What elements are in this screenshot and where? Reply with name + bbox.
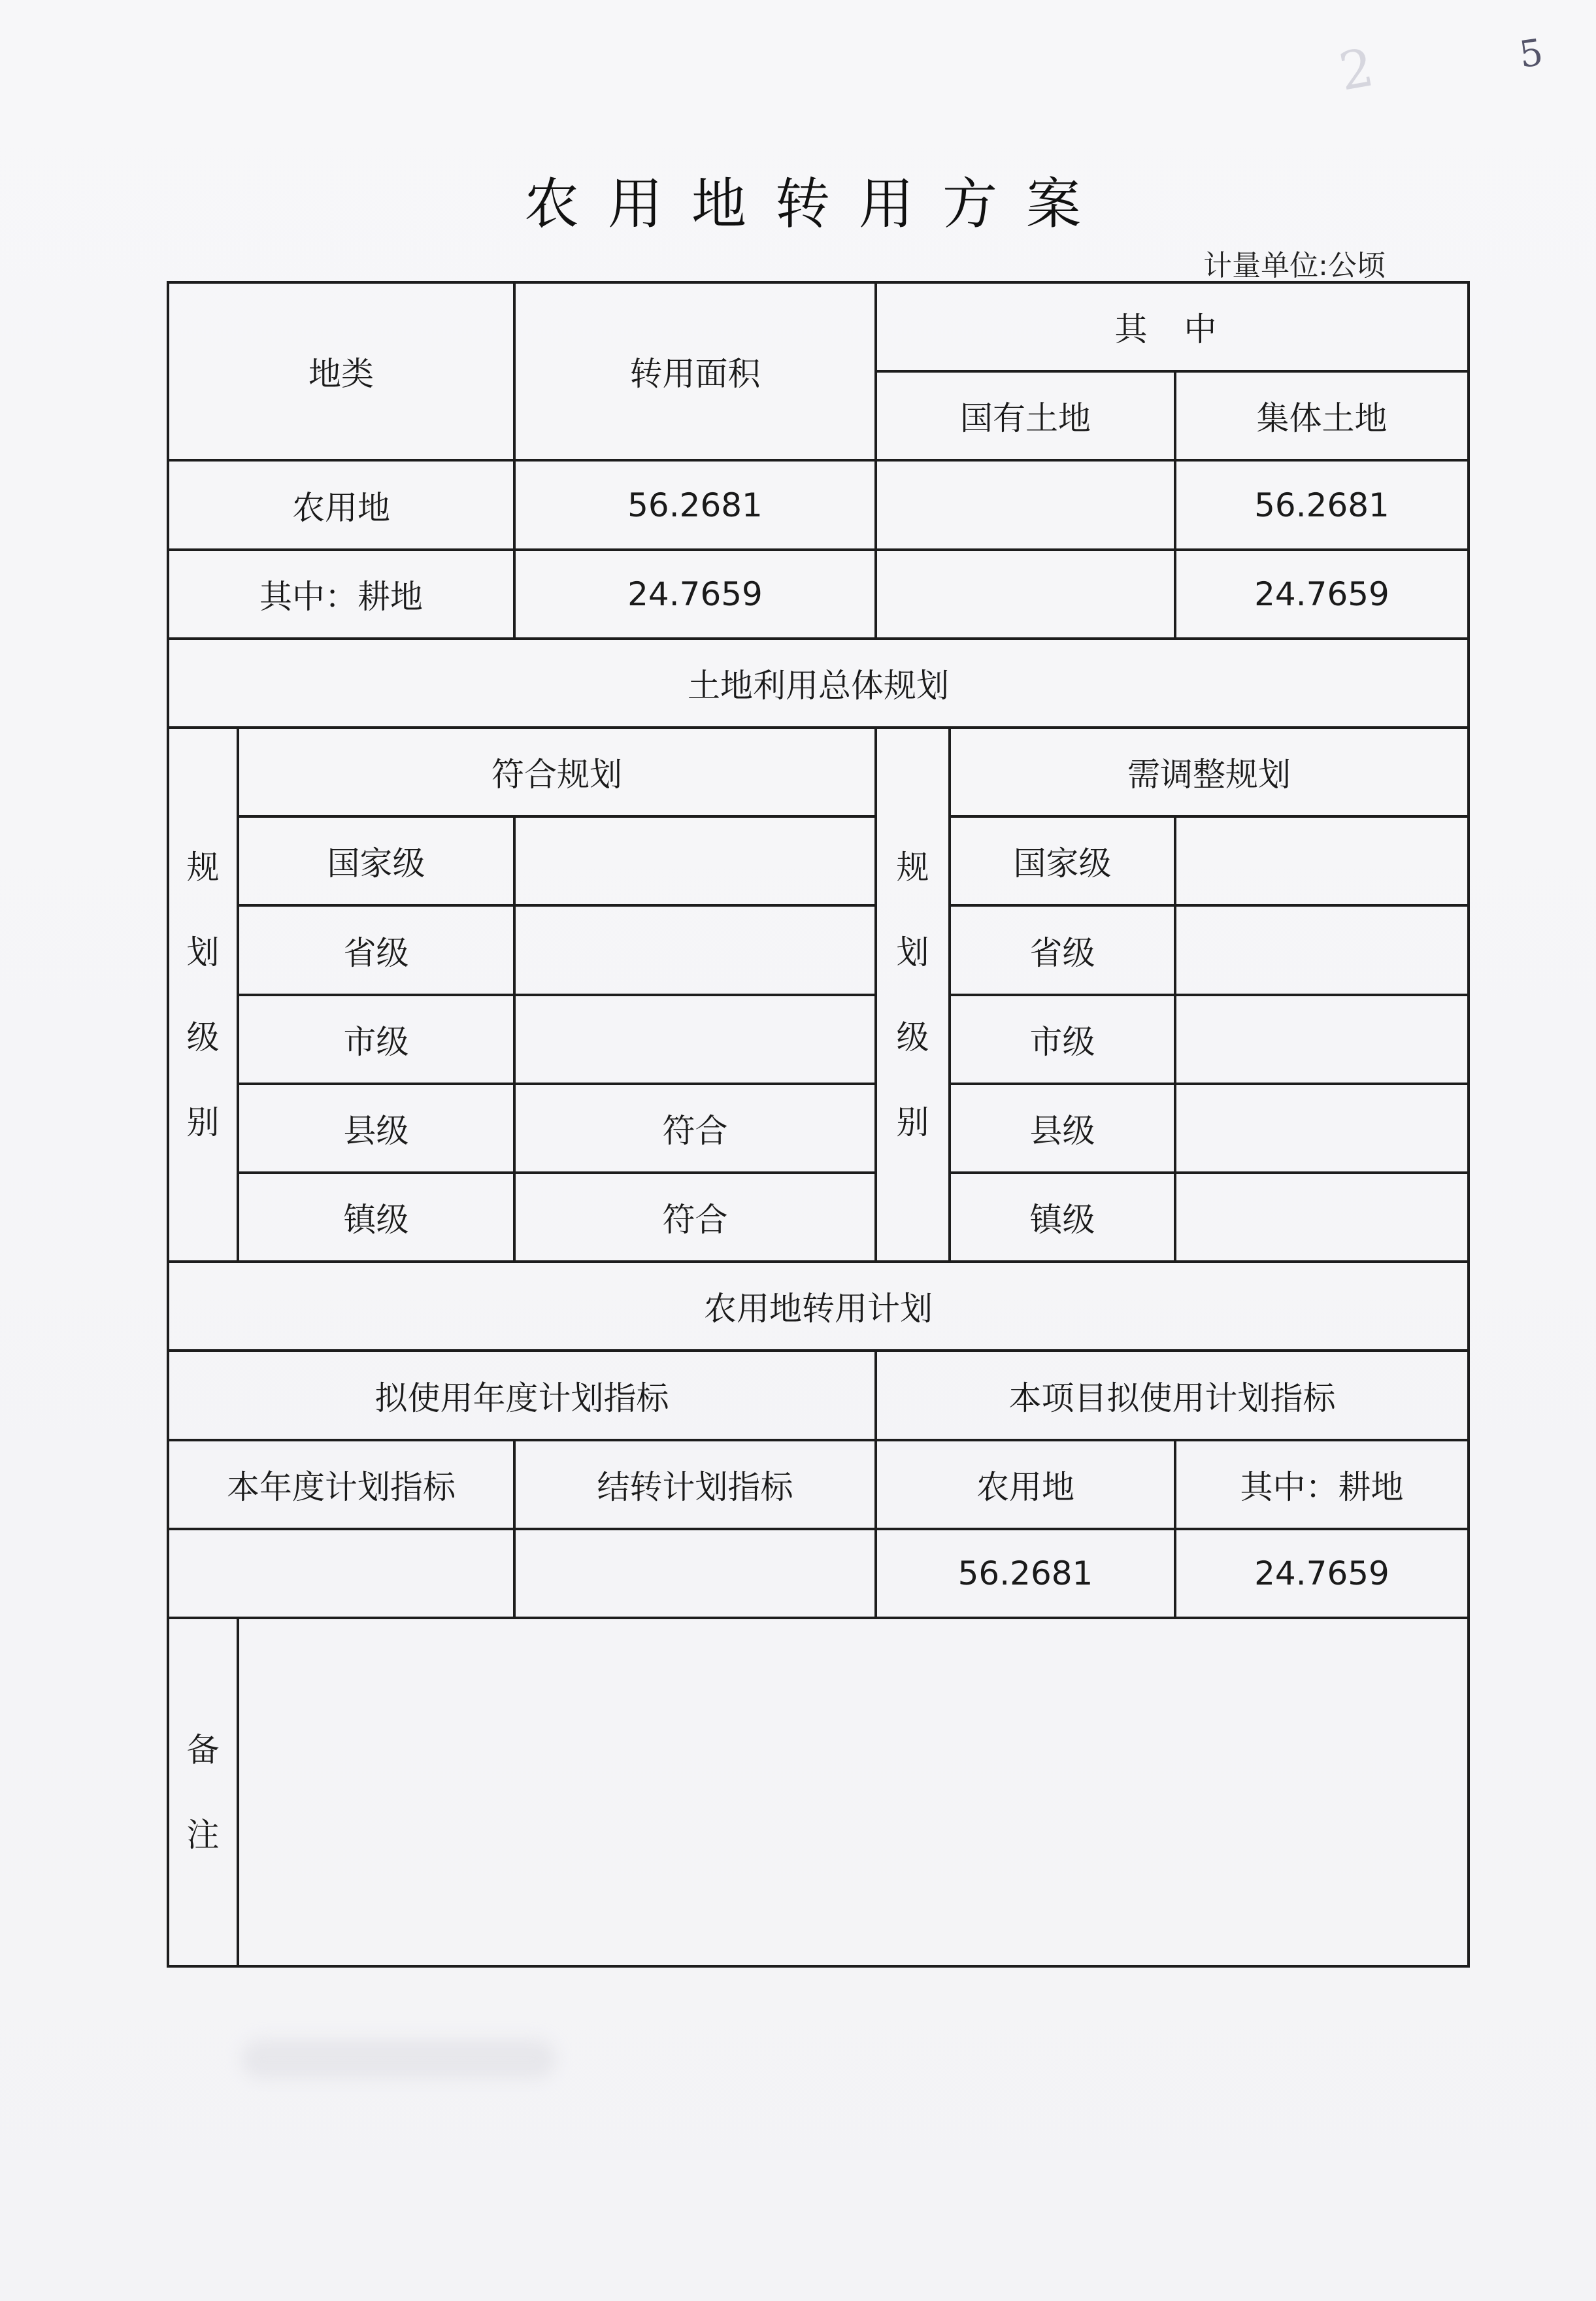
remarks-label-text: 备注 [186, 1730, 220, 1854]
level-adjust [1175, 1173, 1469, 1262]
header-among: 其 中 [876, 282, 1469, 371]
row-type: 其中：耕地 [168, 550, 514, 639]
plan-level-row [168, 995, 1469, 1084]
row-state [876, 460, 1175, 549]
annual-plan-title: 拟使用年度计划指标 [168, 1351, 876, 1439]
level-adjust [1175, 905, 1469, 994]
handwritten-page-number: 5 [1516, 31, 1546, 77]
scan-smudge [242, 2040, 556, 2079]
level-adjust [1175, 995, 1469, 1084]
plan-level-label-text: 规划级别 [896, 848, 929, 1141]
level-name: 镇级 [238, 1173, 514, 1262]
row-collective: 24.7659 [1175, 550, 1469, 639]
level-name: 国家级 [950, 816, 1175, 905]
level-name: 县级 [238, 1084, 514, 1173]
row-type: 农用地 [168, 460, 514, 549]
plan-level-row [168, 1084, 1469, 1173]
level-name: 省级 [238, 905, 514, 994]
table-row [168, 550, 1469, 639]
conversion-plan-title: 农用地转用计划 [168, 1262, 1469, 1351]
table-row [168, 1529, 1469, 1618]
header-collective-land: 集体土地 [1175, 371, 1469, 460]
level-name: 国家级 [238, 816, 514, 905]
header-land-type: 地类 [168, 282, 514, 460]
carryover-indicator-value [514, 1529, 876, 1618]
plan-level-row [168, 816, 1469, 905]
adjust-plan-title: 需调整规划 [950, 728, 1469, 816]
header-state-land: 国有土地 [876, 371, 1175, 460]
farmland-conversion-table [167, 281, 1470, 1968]
level-adjust [1175, 1084, 1469, 1173]
carryover-indicator-header: 结转计划指标 [514, 1440, 876, 1529]
header-area: 转用面积 [514, 282, 876, 460]
row-collective: 56.2681 [1175, 460, 1469, 549]
level-conform: 符合 [514, 1173, 876, 1262]
level-name: 镇级 [950, 1173, 1175, 1262]
remarks-content [238, 1618, 1469, 1966]
level-name: 市级 [950, 995, 1175, 1084]
table-row [168, 460, 1469, 549]
cultivated-header: 其中：耕地 [1175, 1440, 1469, 1529]
level-adjust [1175, 816, 1469, 905]
row-state [876, 550, 1175, 639]
document-title: 农用地转用方案 [524, 172, 1110, 236]
plan-level-label-right [876, 728, 950, 1262]
project-plan-title: 本项目拟使用计划指标 [876, 1351, 1469, 1439]
cultivated-value: 24.7659 [1175, 1529, 1469, 1618]
plan-level-row [168, 1173, 1469, 1262]
farmland-header: 农用地 [876, 1440, 1175, 1529]
level-name: 县级 [950, 1084, 1175, 1173]
level-conform [514, 816, 876, 905]
conform-plan-title: 符合规划 [238, 728, 876, 816]
plan-level-row [168, 905, 1469, 994]
level-name: 省级 [950, 905, 1175, 994]
level-conform [514, 995, 876, 1084]
level-name: 市级 [238, 995, 514, 1084]
overall-plan-title: 土地利用总体规划 [168, 639, 1469, 728]
level-conform: 符合 [514, 1084, 876, 1173]
plan-level-label-text: 规划级别 [186, 848, 220, 1141]
row-area: 56.2681 [514, 460, 876, 549]
row-area: 24.7659 [514, 550, 876, 639]
faint-page-mark: 2 [1335, 37, 1378, 103]
plan-level-label-left [168, 728, 238, 1262]
annual-indicator-value [168, 1529, 514, 1618]
unit-label: 计量单位:公顷 [1203, 249, 1386, 282]
annual-indicator-header: 本年度计划指标 [168, 1440, 514, 1529]
level-conform [514, 905, 876, 994]
farmland-value: 56.2681 [876, 1529, 1175, 1618]
remarks-label [168, 1618, 238, 1966]
